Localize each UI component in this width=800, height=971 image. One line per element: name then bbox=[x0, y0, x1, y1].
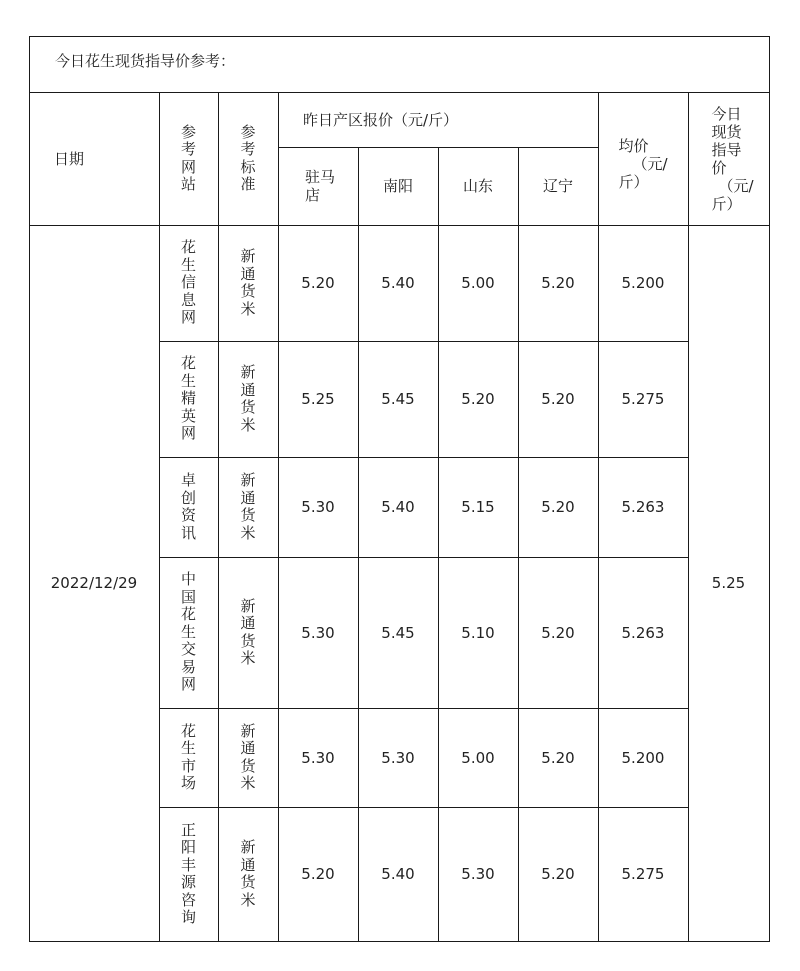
header-guide-line3: 斤） bbox=[711, 194, 742, 213]
border-right bbox=[769, 36, 770, 942]
price-zhumadian: 5.30 bbox=[301, 498, 335, 516]
standard-cell bbox=[218, 708, 278, 807]
standard-name: 新通货米 bbox=[240, 363, 256, 434]
site-cell bbox=[159, 557, 218, 708]
price-avg: 5.263 bbox=[621, 623, 665, 642]
price-nanyang: 5.45 bbox=[381, 623, 415, 642]
standard-name: 新通货米 bbox=[240, 471, 256, 542]
price-nanyang: 5.40 bbox=[381, 498, 415, 516]
price-liaoning: 5.20 bbox=[541, 498, 575, 516]
price-shandong: 5.30 bbox=[461, 865, 495, 883]
header-yesterday: 昨日产区报价（元/斤） bbox=[303, 110, 459, 129]
price-shandong: 5.20 bbox=[461, 390, 495, 408]
standard-name: 新通货米 bbox=[240, 596, 256, 667]
header-guide bbox=[688, 92, 769, 225]
price-liaoning: 5.20 bbox=[541, 274, 575, 292]
price-avg: 5.275 bbox=[621, 865, 665, 883]
header-region-nanyang: 南阳 bbox=[382, 177, 413, 195]
header-standard-label: 参考标准 bbox=[240, 122, 256, 193]
price-shandong: 5.00 bbox=[461, 748, 495, 767]
site-cell bbox=[159, 807, 218, 941]
site-cell bbox=[159, 708, 218, 807]
header-region-shandong: 山东 bbox=[462, 177, 493, 195]
site-cell bbox=[159, 457, 218, 557]
date-cell: 2022/12/29 bbox=[50, 574, 138, 592]
price-zhumadian: 5.20 bbox=[301, 274, 335, 292]
standard-cell bbox=[218, 557, 278, 708]
guide-price-cell: 5.25 bbox=[711, 574, 746, 592]
price-avg: 5.275 bbox=[621, 390, 665, 408]
price-zhumadian: 5.30 bbox=[301, 623, 335, 642]
header-region-label: 驻马店 bbox=[305, 168, 336, 204]
price-liaoning: 5.20 bbox=[541, 748, 575, 767]
site-name: 卓创资讯 bbox=[180, 471, 196, 542]
header-region-liaoning: 辽宁 bbox=[542, 177, 573, 195]
price-avg: 5.200 bbox=[621, 274, 665, 292]
header-avg bbox=[598, 92, 688, 225]
header-guide-line1: 今日现货指导价 bbox=[711, 104, 742, 177]
header-avg-line2: （元/ bbox=[632, 154, 668, 173]
price-nanyang: 5.30 bbox=[381, 748, 415, 767]
price-shandong: 5.15 bbox=[461, 498, 495, 516]
price-nanyang: 5.45 bbox=[381, 390, 415, 408]
price-liaoning: 5.20 bbox=[541, 390, 575, 408]
price-zhumadian: 5.30 bbox=[301, 748, 335, 767]
site-name: 花生精英网 bbox=[180, 354, 196, 443]
border-top bbox=[29, 36, 770, 37]
price-zhumadian: 5.25 bbox=[301, 390, 335, 408]
price-nanyang: 5.40 bbox=[381, 865, 415, 883]
header-avg-line1: 均价 bbox=[618, 136, 649, 155]
border-bottom bbox=[29, 941, 770, 942]
standard-cell bbox=[218, 225, 278, 341]
price-liaoning: 5.20 bbox=[541, 623, 575, 642]
header-region-zhumadian bbox=[278, 147, 358, 225]
site-name: 中国花生交易网 bbox=[180, 570, 196, 694]
site-name: 正阳丰源咨询 bbox=[180, 820, 196, 926]
price-shandong: 5.00 bbox=[461, 274, 495, 292]
price-zhumadian: 5.20 bbox=[301, 865, 335, 883]
price-avg: 5.263 bbox=[621, 498, 665, 516]
header-site-label: 参考网站 bbox=[180, 122, 196, 193]
header-standard bbox=[218, 92, 278, 225]
standard-name: 新通货米 bbox=[240, 247, 256, 318]
standard-cell bbox=[218, 807, 278, 941]
header-guide-label bbox=[704, 105, 754, 213]
header-date: 日期 bbox=[54, 149, 85, 168]
site-name: 花生信息网 bbox=[180, 238, 196, 327]
site-cell bbox=[159, 225, 218, 341]
header-site bbox=[159, 92, 218, 225]
standard-cell bbox=[218, 341, 278, 457]
table-title: 今日花生现货指导价参考： bbox=[55, 52, 236, 70]
site-cell bbox=[159, 341, 218, 457]
price-shandong: 5.10 bbox=[461, 623, 495, 642]
standard-name: 新通货米 bbox=[240, 838, 256, 909]
standard-name: 新通货米 bbox=[240, 721, 256, 792]
standard-cell bbox=[218, 457, 278, 557]
header-avg-line3: 斤） bbox=[618, 172, 649, 191]
site-name: 花生市场 bbox=[180, 721, 196, 792]
header-avg-label bbox=[618, 137, 667, 191]
price-nanyang: 5.40 bbox=[381, 274, 415, 292]
price-liaoning: 5.20 bbox=[541, 865, 575, 883]
price-avg: 5.200 bbox=[621, 748, 665, 767]
header-guide-line2: （元/ bbox=[718, 176, 754, 195]
